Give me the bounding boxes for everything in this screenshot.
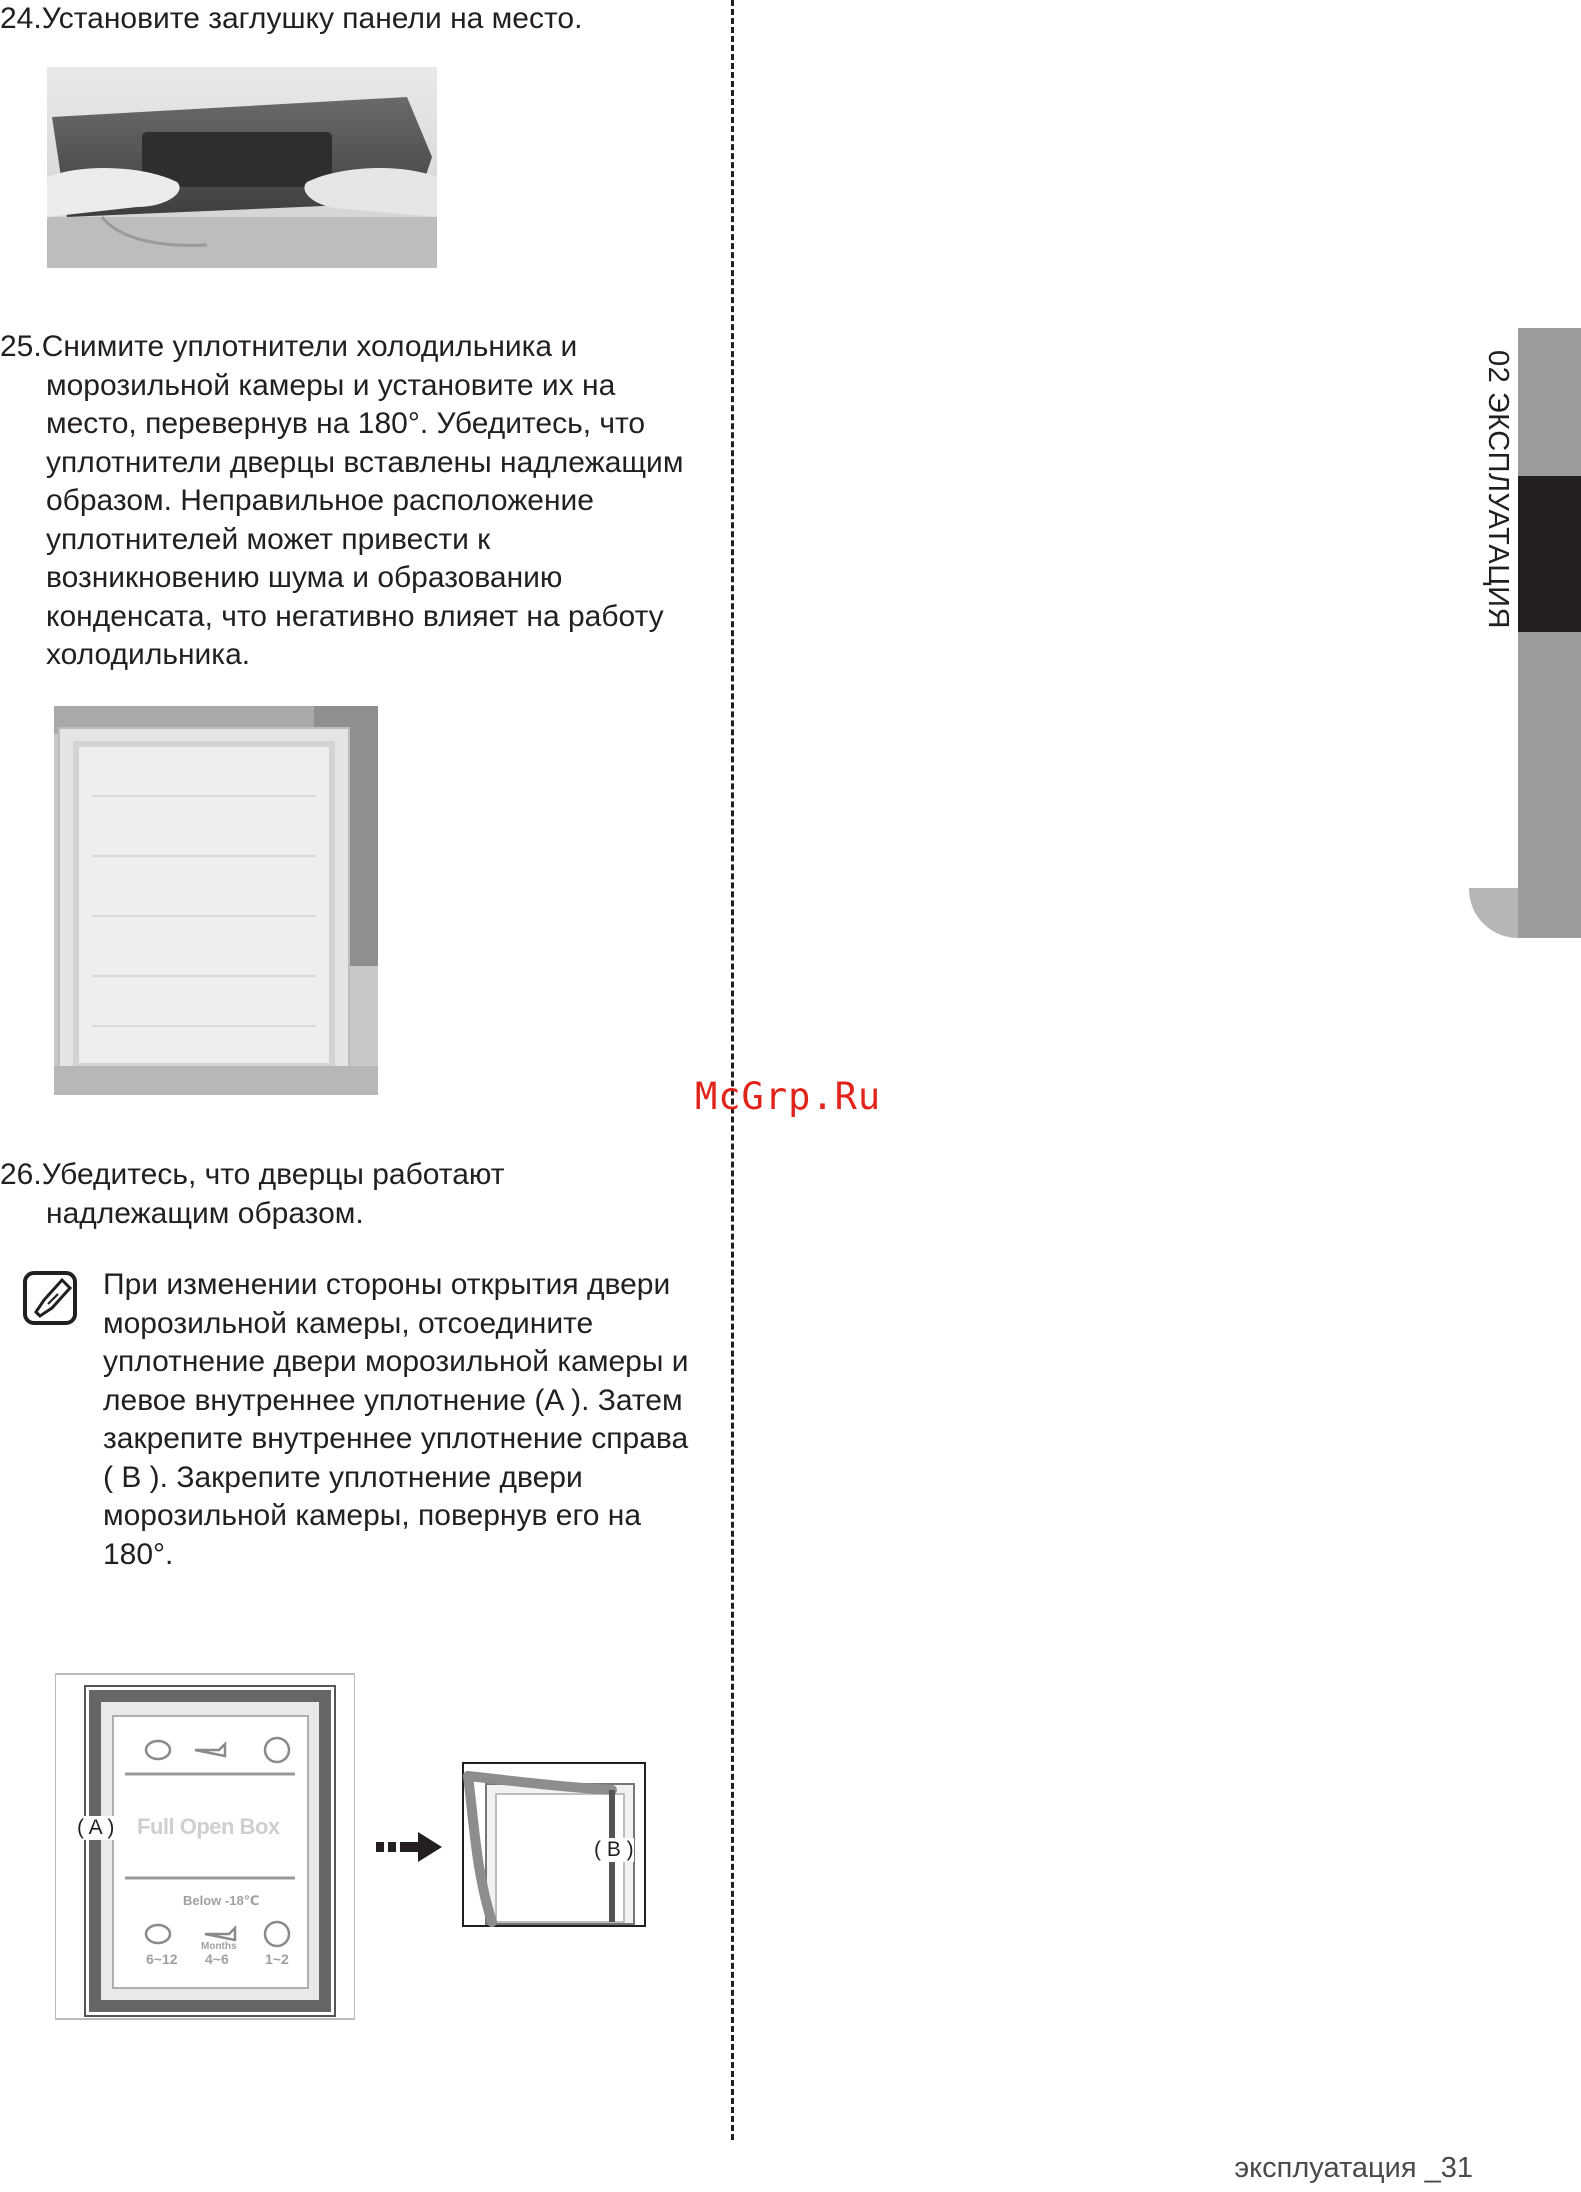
below-temp-text: Below -18℃ xyxy=(183,1893,260,1908)
period-3: 1~2 xyxy=(265,1951,289,1967)
door-seal-diagram xyxy=(55,1666,355,2028)
watermark-text: McGrp.Ru xyxy=(695,1075,882,1118)
chapter-tab-band-top xyxy=(1518,328,1581,476)
page-footer: эксплуатация _31 xyxy=(1234,2152,1473,2184)
arrow-right-icon xyxy=(376,1830,446,1864)
step-25-text: 25.Снимите уплотнители холодильника и морозильной камеры и установите их на место, перевернув на 180°. Убедитесь, что уплотнители дверцы вставлены надлежащим образом. Неправильное расположение уплотнителей может привести к возникновению шума и образованию конденсата, что негативно влияет на работу холодильника. xyxy=(0,330,684,671)
chapter-tab-label[interactable]: 02 ЭКСПЛУАТАЦИЯ xyxy=(1482,350,1514,629)
chapter-tab-band-bottom xyxy=(1518,632,1581,938)
period-1: 6~12 xyxy=(146,1951,178,1967)
step-26-text: 26.Убедитесь, что дверцы работают надлежащим образом. xyxy=(0,1158,505,1230)
note-text: При изменении стороны открытия двери морозильной камеры, отсоедините уплотнение двери морозильной камеры и левое внутреннее уплотнение (A ). Затем закрепите внутреннее уплотнение справа ( B ). Закрепите уплотнение двери морозильной камеры, повернув его на 180°. xyxy=(103,1268,689,1571)
step-24-text: 24.Установите заглушку панели на место. xyxy=(0,2,583,35)
chapter-tab-band-active xyxy=(1518,476,1581,632)
panel-cover-illustration xyxy=(47,67,437,268)
full-open-box-text: Full Open Box xyxy=(137,1814,280,1839)
seal-detail-diagram xyxy=(462,1762,646,1927)
period-2: 4~6 xyxy=(205,1951,229,1967)
door-gasket-photo xyxy=(54,706,378,1095)
note-pencil-icon xyxy=(22,1270,80,1328)
column-divider xyxy=(731,0,734,2140)
panel-cover-photo xyxy=(47,67,437,268)
months-text: Months xyxy=(201,1941,237,1952)
label-b: ( B ) xyxy=(594,1838,634,1861)
label-a: ( A ) xyxy=(77,1816,115,1839)
door-gasket-illustration xyxy=(54,706,378,1095)
